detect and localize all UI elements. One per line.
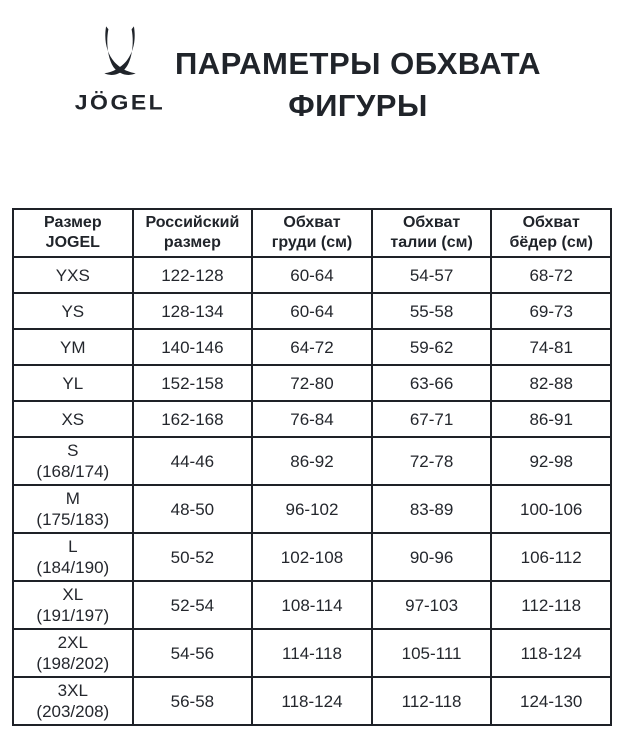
table-row [13,629,611,677]
cell-hip-girth: 106-112 [491,533,611,581]
page-title-line2: ФИГУРЫ [288,88,428,123]
cell-chest-girth: 60-64 [252,293,372,329]
size-height-range: (198/202) [36,654,110,673]
table-row [13,533,611,581]
column-header-line2: размер [163,234,221,251]
table-row [13,677,611,725]
jogel-logo-mark-icon [91,20,149,86]
cell-size-jogel [13,257,133,293]
cell-chest-girth: 86-92 [252,437,372,485]
size-height-range: (203/208) [36,702,110,721]
jogel-logo [68,20,172,116]
cell-size-jogel [13,677,133,725]
size-height-range: (184/190) [36,558,110,577]
table-row [13,293,611,329]
size-label: YM [60,337,86,357]
cell-russian-size: 54-56 [133,629,253,677]
column-header [372,209,492,257]
table-head [13,209,611,257]
cell-chest-girth: 60-64 [252,257,372,293]
table-row [13,485,611,533]
column-header-line2: груди (см) [271,234,353,251]
table-row [13,581,611,629]
table-row [13,401,611,437]
table-row [13,257,611,293]
cell-hip-girth: 68-72 [491,257,611,293]
cell-waist-girth: 59-62 [372,329,492,365]
column-header-line1: Обхват [402,214,461,231]
size-label: YL [62,373,84,393]
cell-hip-girth: 92-98 [491,437,611,485]
page-title-line1: ПАРАМЕТРЫ ОБХВАТА [175,46,541,81]
cell-waist-girth: 54-57 [372,257,492,293]
cell-waist-girth: 97-103 [372,581,492,629]
size-label: XS [61,409,85,429]
size-label: M [65,489,80,508]
cell-hip-girth: 124-130 [491,677,611,725]
cell-hip-girth: 74-81 [491,329,611,365]
cell-russian-size: 44-46 [133,437,253,485]
cell-hip-girth: 82-88 [491,365,611,401]
cell-russian-size: 152-158 [133,365,253,401]
cell-size-jogel [13,533,133,581]
size-label: XL [62,585,84,604]
cell-size-jogel [13,485,133,533]
column-header-line2: JOGEL [45,234,100,251]
size-height-range: (191/197) [36,606,110,625]
header [0,0,624,208]
cell-waist-girth: 67-71 [372,401,492,437]
cell-size-jogel [13,437,133,485]
column-header-line1: Обхват [522,214,580,231]
table-row [13,437,611,485]
column-header [133,209,253,257]
table-row [13,365,611,401]
cell-chest-girth: 76-84 [252,401,372,437]
cell-chest-girth: 102-108 [252,533,372,581]
cell-hip-girth: 86-91 [491,401,611,437]
cell-size-jogel [13,401,133,437]
cell-russian-size: 122-128 [133,257,253,293]
cell-waist-girth: 72-78 [372,437,492,485]
cell-russian-size: 50-52 [133,533,253,581]
size-label: YS [61,301,85,321]
size-label: YXS [55,265,90,285]
cell-waist-girth: 55-58 [372,293,492,329]
cell-russian-size: 128-134 [133,293,253,329]
cell-hip-girth: 69-73 [491,293,611,329]
cell-chest-girth: 96-102 [252,485,372,533]
size-label: L [68,537,78,556]
cell-chest-girth: 108-114 [252,581,372,629]
cell-waist-girth: 63-66 [372,365,492,401]
column-header [13,209,133,257]
cell-waist-girth: 83-89 [372,485,492,533]
cell-size-jogel [13,629,133,677]
cell-waist-girth: 105-111 [372,629,492,677]
cell-hip-girth: 118-124 [491,629,611,677]
column-header-line1: Российский [145,214,240,231]
cell-russian-size: 162-168 [133,401,253,437]
size-label: 2XL [57,633,88,652]
column-header-line1: Размер [43,214,102,231]
cell-russian-size: 140-146 [133,329,253,365]
cell-size-jogel [13,329,133,365]
cell-chest-girth: 72-80 [252,365,372,401]
column-header [491,209,611,257]
column-header [252,209,372,257]
header-row [13,209,611,257]
size-height-range: (168/174) [36,462,110,481]
table-body [13,257,611,725]
cell-size-jogel [13,293,133,329]
cell-russian-size: 52-54 [133,581,253,629]
cell-chest-girth: 114-118 [252,629,372,677]
table-row [13,329,611,365]
cell-chest-girth: 118-124 [252,677,372,725]
cell-chest-girth: 64-72 [252,329,372,365]
column-header-line2: бёдер (см) [509,234,593,251]
cell-hip-girth: 112-118 [491,581,611,629]
cell-waist-girth: 90-96 [372,533,492,581]
brand-name: JÖGEL [74,90,166,114]
page-title [158,43,558,127]
size-label: S [67,441,79,460]
cell-size-jogel [13,365,133,401]
cell-hip-girth: 100-106 [491,485,611,533]
cell-size-jogel [13,581,133,629]
cell-waist-girth: 112-118 [372,677,492,725]
column-header-line1: Обхват [283,214,341,231]
cell-russian-size: 48-50 [133,485,253,533]
size-height-range: (175/183) [36,510,110,529]
cell-russian-size: 56-58 [133,677,253,725]
size-label: 3XL [57,681,88,700]
size-chart-table [12,208,612,726]
column-header-line2: талии (см) [390,234,473,251]
